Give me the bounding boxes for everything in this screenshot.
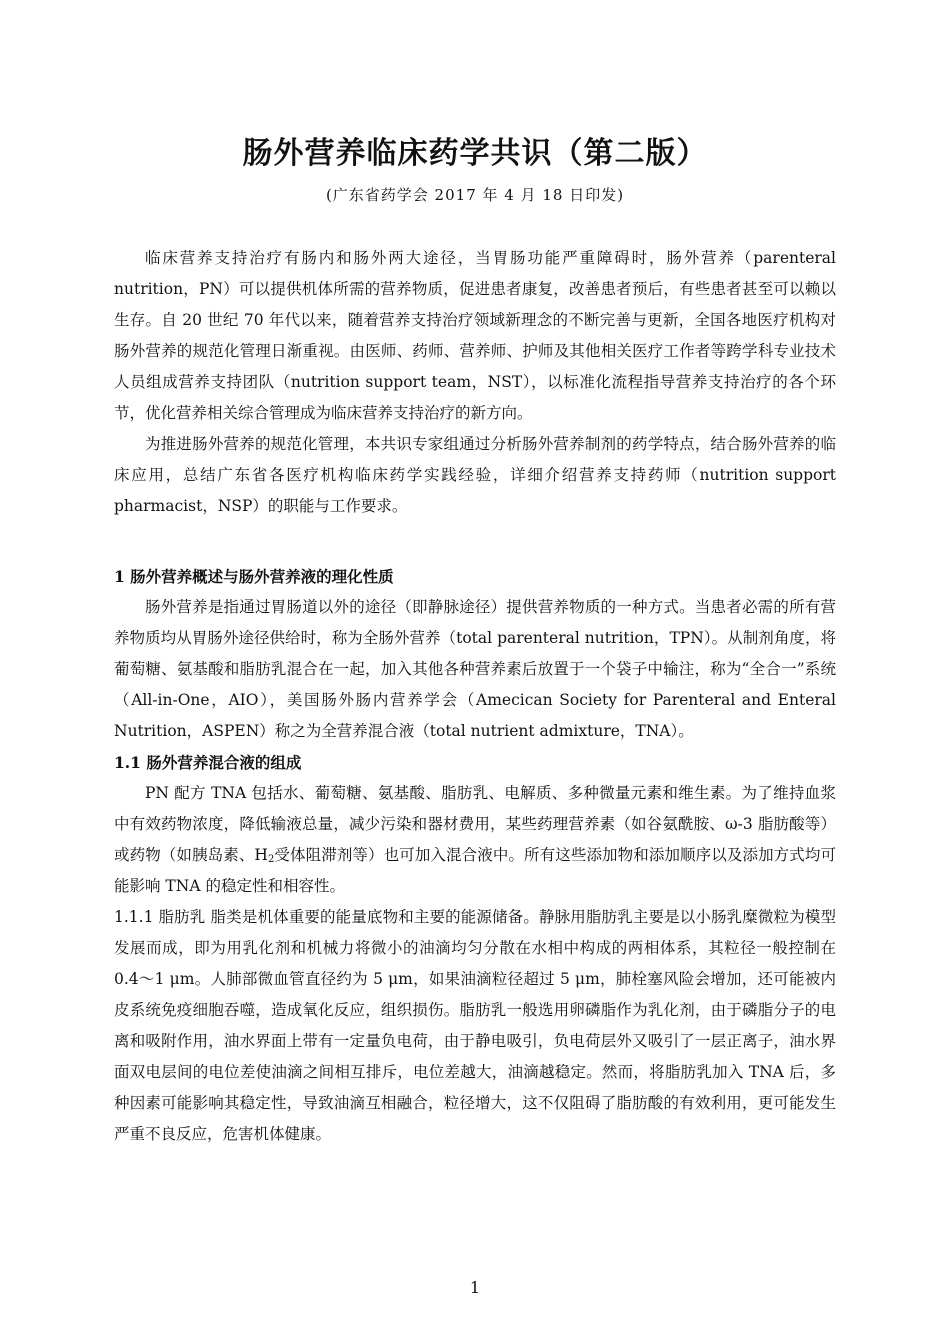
h2-subscript: 2 bbox=[267, 854, 275, 865]
section-1-1-paragraph bbox=[114, 778, 836, 902]
document-subtitle: (广东省药学会 2017 年 4 月 18 日印发) bbox=[325, 186, 625, 204]
section-1 bbox=[114, 561, 836, 1150]
section-1-1-1-heading: 脂肪乳 bbox=[158, 908, 206, 926]
intro-paragraph-2: 为推进肠外营养的规范化管理，本共识专家组通过分析肠外营养制剂的药学特点，结合肠外营养的临床应用，总结广东省各医疗机构临床药学实践经验，详细介绍营养支持药师（nutrition support pharmacist，NSP）的职能与工作要求。 bbox=[114, 435, 836, 515]
document-title: 肠外营养临床药学共识（第二版） bbox=[242, 136, 708, 171]
intro-paragraph-1: 临床营养支持治疗有肠内和肠外两大途径，当胃肠功能严重障碍时，肠外营养（parenteral nutrition，PN）可以提供机体所需的营养物质，促进患者康复，改善患者预后，有些患者甚至可以赖以生存。自 20 世纪 70 年代以来，随着营养支持治疗领域新理念的不断完善与更新，全国各地医疗机构对肠外营养的规范化管理日渐重视。由医师、药师、营养师、护师及其他相关医疗工作者等跨学科专业技术人员组成营养支持团队（nutrition support team，NST），以标准化流程指导营养支持治疗的各个环节，优化营养相关综合管理成为临床营养支持治疗的新方向。 bbox=[114, 249, 836, 422]
section-1-1-1-paragraph bbox=[114, 902, 836, 1150]
section-1-1-1-number: 1.1.1 bbox=[114, 908, 154, 926]
section-1-heading: 1 肠外营养概述与肠外营养液的理化性质 bbox=[114, 567, 394, 586]
section-1-1-heading: 1.1 肠外营养混合液的组成 bbox=[114, 753, 302, 772]
page-number: 1 bbox=[469, 1278, 481, 1297]
section-1-1-text-b: 受体阻滞剂等）也可加入混合液中。所有这些添加物和添加顺序以及添加方式均可能影响 TNA 的稳定性和相容性。 bbox=[114, 846, 836, 895]
section-1-1-1-text: 脂类是机体重要的能量底物和主要的能源储备。静脉用脂肪乳主要是以小肠乳糜微粒为模型发展而成，即为用乳化剂和机械力将微小的油滴均匀分散在水相中构成的两相体系，其粒径一般控制在 0.4～1 μm。人肺部微血管直径约为 5 μm，如果油滴粒径超过 5 μm，肺栓塞风险会增加，还可能被内皮系统免疫细胞吞噬，造成氧化反应，组织损伤。脂肪乳一般选用卵磷脂作为乳化剂，由于磷脂分子的电离和吸附作用，油水界面上带有一定量负电荷，由于静电吸引，负电荷层外又吸引了一层正离子，油水界面双电层间的电位差使油滴之间相互排斥，电位差越大，油滴越稳定。然而，将脂肪乳加入 TNA 后，多种因素可能影响其稳定性，导致油滴互相融合，粒径增大，这不仅阻碍了脂肪酸的有效利用，更可能发生严重不良反应，危害机体健康。 bbox=[114, 908, 836, 1143]
section-1-paragraph: 肠外营养是指通过胃肠道以外的途径（即静脉途径）提供营养物质的一种方式。当患者必需的所有营养物质均从胃肠外途径供给时，称为全肠外营养（total parenteral nutrition，TPN）。从制剂角度，将葡萄糖、氨基酸和脂肪乳混合在一起，加入其他各种营养素后放置于一个袋子中输注，称为“全合一”系统（All-in-One，AIO），美国肠外肠内营养学会（Amecican Society for Parenteral and Enteral Nutrition，ASPEN）称之为全营养混合液（total nutrient admixture，TNA）。 bbox=[114, 598, 836, 740]
section-1-1-text-a: PN 配方 TNA 包括水、葡萄糖、氨基酸、脂肪乳、电解质、多种微量元素和维生素。为了维持血浆中有效药物浓度，降低输液总量，减少污染和器材费用，某些药理营养素（如谷氨酰胺、ω-3 脂肪酸等）或药物（如胰岛素、H bbox=[114, 784, 836, 864]
intro-section bbox=[114, 243, 836, 522]
